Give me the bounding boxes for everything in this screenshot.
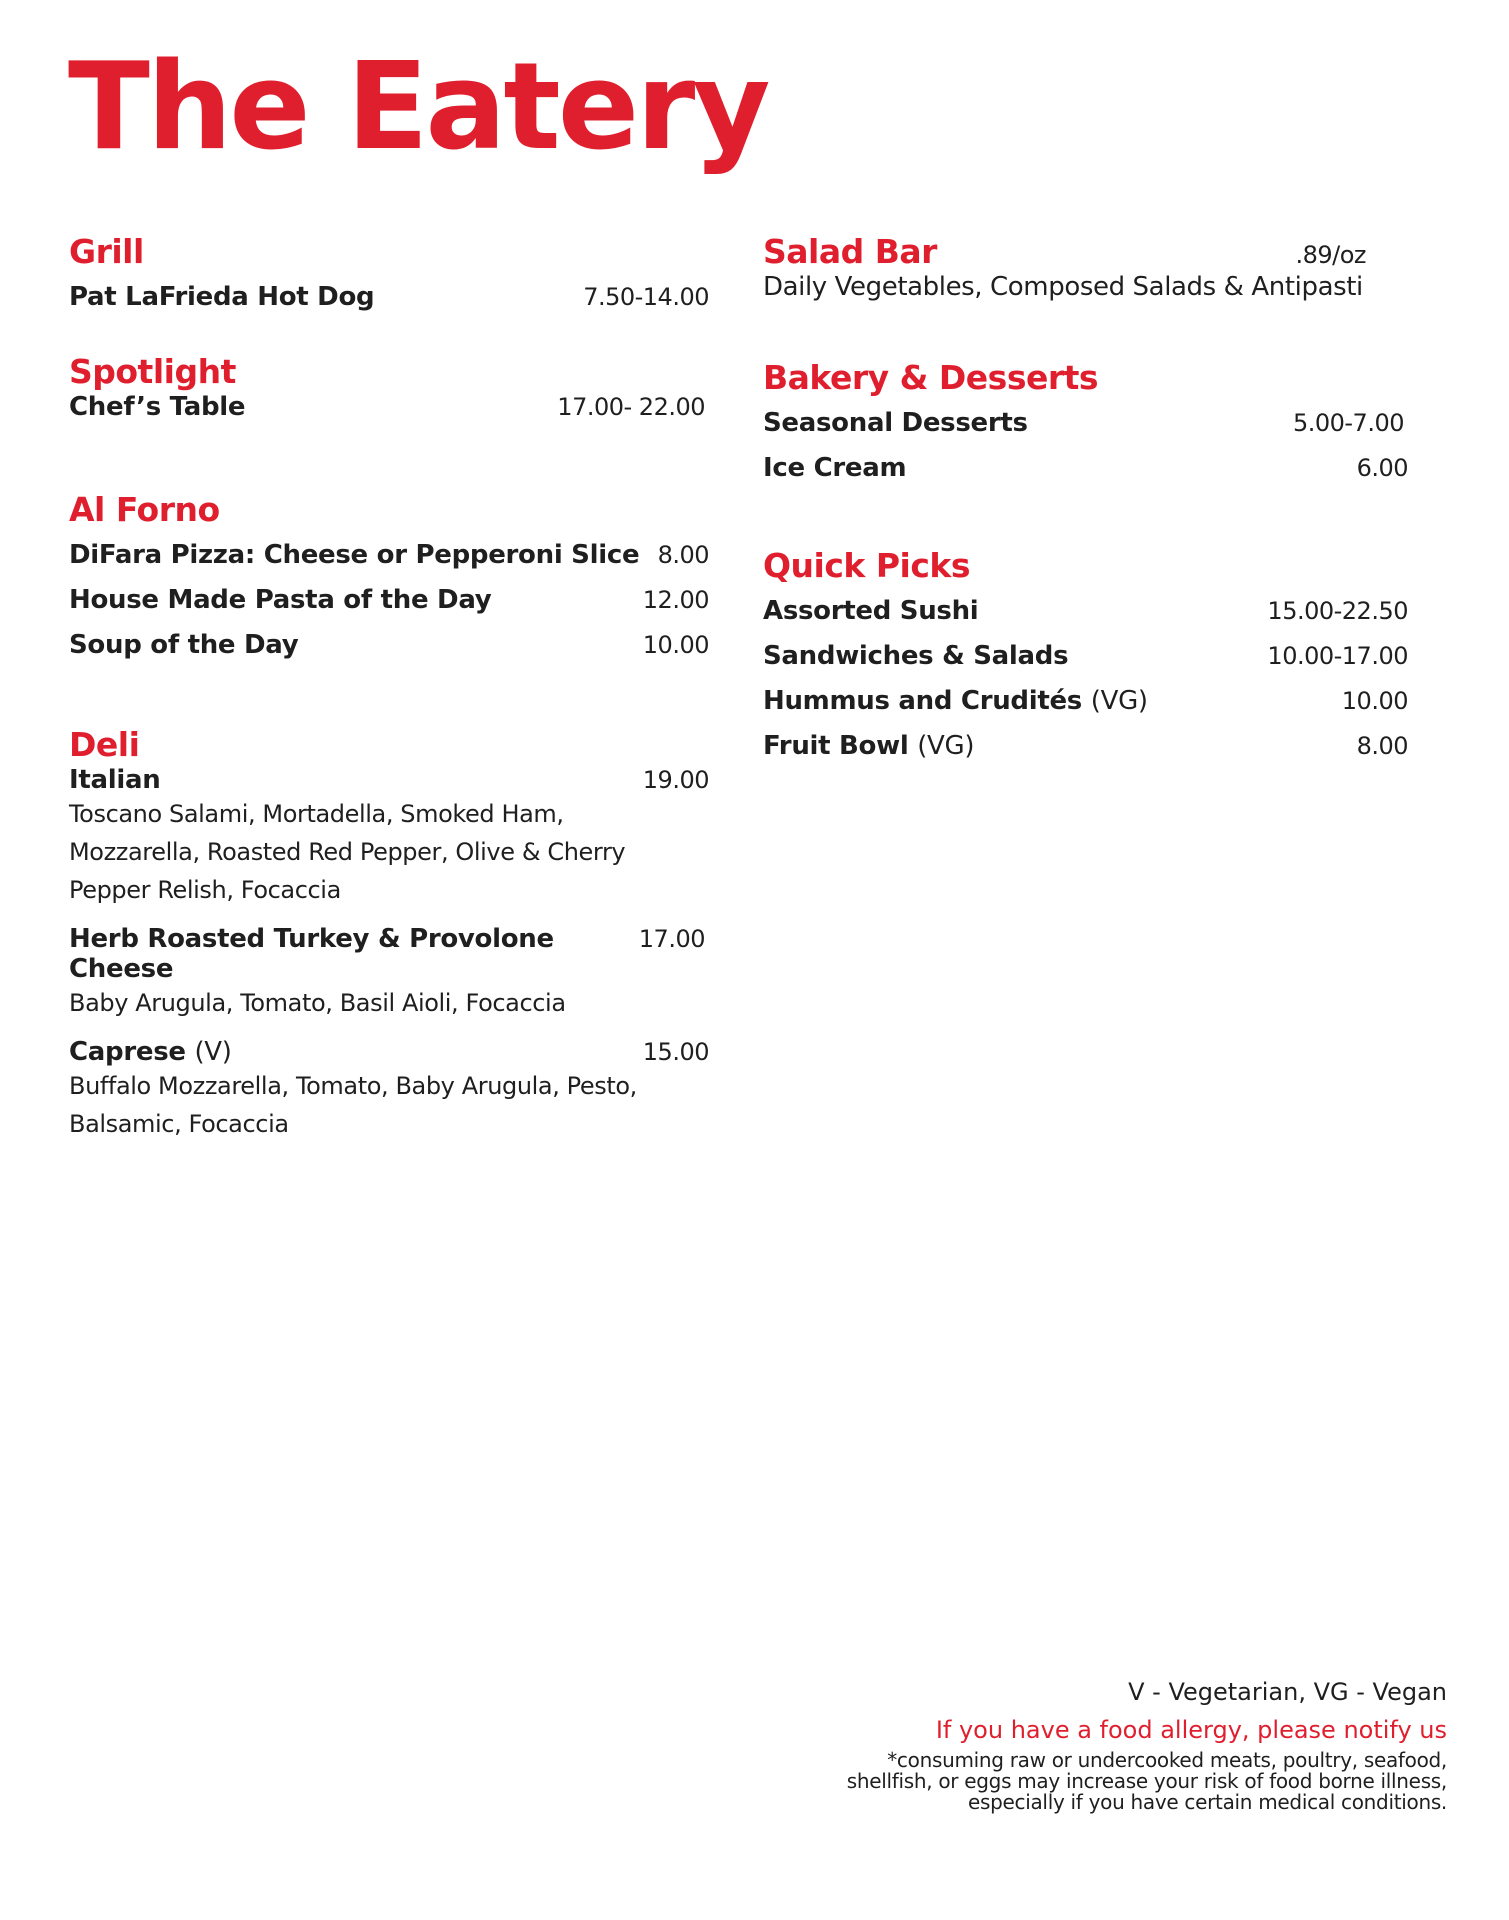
item-price: 15.00	[642, 1037, 709, 1066]
section-title: Al Forno	[69, 490, 220, 529]
item-name: Hummus and Crudités	[763, 685, 1082, 716]
item-name: Caprese	[69, 1036, 186, 1067]
item-price: 15.00-22.50	[1267, 596, 1408, 625]
item-name-wrap	[763, 731, 974, 761]
item-name: Assorted Sushi	[763, 595, 979, 626]
menu-item	[69, 924, 709, 1022]
item-price: 17.00	[638, 924, 705, 953]
item-name: Soup of the Day	[69, 629, 299, 660]
menu-item	[69, 630, 709, 660]
menu-footer	[827, 1678, 1447, 1813]
section-title: Deli	[69, 725, 140, 764]
diet-tag: (VG)	[917, 730, 975, 761]
section-title: Bakery & Desserts	[763, 358, 1099, 397]
menu-item	[69, 540, 709, 570]
item-price: 8.00	[657, 540, 709, 569]
item-name-wrap	[69, 1037, 232, 1067]
diet-legend: V - Vegetarian, VG - Vegan	[1128, 1678, 1447, 1706]
section-title: Quick Picks	[763, 546, 971, 585]
item-price: 12.00	[642, 585, 709, 614]
item-price: 10.00	[642, 630, 709, 659]
section-grill	[69, 232, 709, 352]
item-description: Toscano Salami, Mortadella, Smoked Ham, Mozzarella, Roasted Red Pepper, Olive & Cherry Pepper Relish, Focaccia	[69, 799, 626, 904]
menu-item	[763, 731, 1408, 761]
section-bakery-desserts	[763, 358, 1408, 546]
section-salad-bar	[763, 232, 1408, 358]
item-name: Herb Roasted Turkey & Provolone Cheese	[69, 923, 554, 984]
menu-item	[763, 641, 1408, 671]
item-name: Ice Cream	[763, 452, 907, 483]
section-spotlight	[69, 352, 709, 490]
menu-column-right	[763, 232, 1408, 761]
item-price: 10.00	[1341, 686, 1408, 715]
allergy-notice: If you have a food allergy, please notify us	[935, 1716, 1447, 1744]
item-price: 8.00	[1356, 731, 1408, 760]
section-quick-picks	[763, 546, 1408, 761]
item-price: 7.50-14.00	[583, 282, 709, 311]
menu-item	[69, 392, 709, 422]
section-title: Spotlight	[69, 352, 236, 391]
section-title: Salad Bar	[763, 232, 937, 271]
item-price: 17.00- 22.00	[557, 392, 705, 421]
menu-item	[763, 408, 1408, 438]
item-name-wrap	[763, 686, 1148, 716]
food-safety-disclaimer: *consuming raw or undercooked meats, poultry, seafood, shellfish, or eggs may increase your risk of food borne illness, especially if you have certain medical conditions.	[846, 1748, 1447, 1814]
section-al-forno	[69, 490, 709, 725]
item-name: DiFara Pizza: Cheese or Pepperoni Slice	[69, 539, 640, 570]
item-name: Sandwiches & Salads	[763, 640, 1069, 671]
item-description: Buffalo Mozzarella, Tomato, Baby Arugula, Pesto, Balsamic, Focaccia	[69, 1071, 637, 1138]
diet-tag: (VG)	[1090, 685, 1148, 716]
item-price: 10.00-17.00	[1267, 641, 1408, 670]
section-deli	[69, 725, 709, 1143]
menu-item	[763, 453, 1408, 483]
item-name: House Made Pasta of the Day	[69, 584, 492, 615]
menu-item	[69, 282, 709, 312]
item-price: .89/oz	[1295, 241, 1366, 269]
item-price: 6.00	[1356, 453, 1408, 482]
item-name: Chef’s Table	[69, 391, 246, 422]
item-name: Pat LaFrieda Hot Dog	[69, 281, 375, 312]
menu-item	[69, 585, 709, 615]
item-price: 5.00-7.00	[1292, 408, 1404, 437]
page-title: The Eatery	[68, 38, 768, 177]
item-name: Seasonal Desserts	[763, 407, 1028, 438]
section-description: Daily Vegetables, Composed Salads & Antipasti	[763, 271, 1363, 302]
item-name: Italian	[69, 764, 161, 795]
menu-item	[69, 765, 709, 909]
item-name: Fruit Bowl	[763, 730, 909, 761]
menu-item	[763, 686, 1408, 716]
menu-item	[763, 596, 1408, 626]
menu-item	[69, 1037, 709, 1143]
section-title: Grill	[69, 232, 144, 271]
diet-tag: (V)	[194, 1036, 232, 1067]
item-description: Baby Arugula, Tomato, Basil Aioli, Focaccia	[69, 988, 566, 1017]
item-price: 19.00	[642, 765, 709, 794]
menu-column-left	[69, 232, 709, 1143]
